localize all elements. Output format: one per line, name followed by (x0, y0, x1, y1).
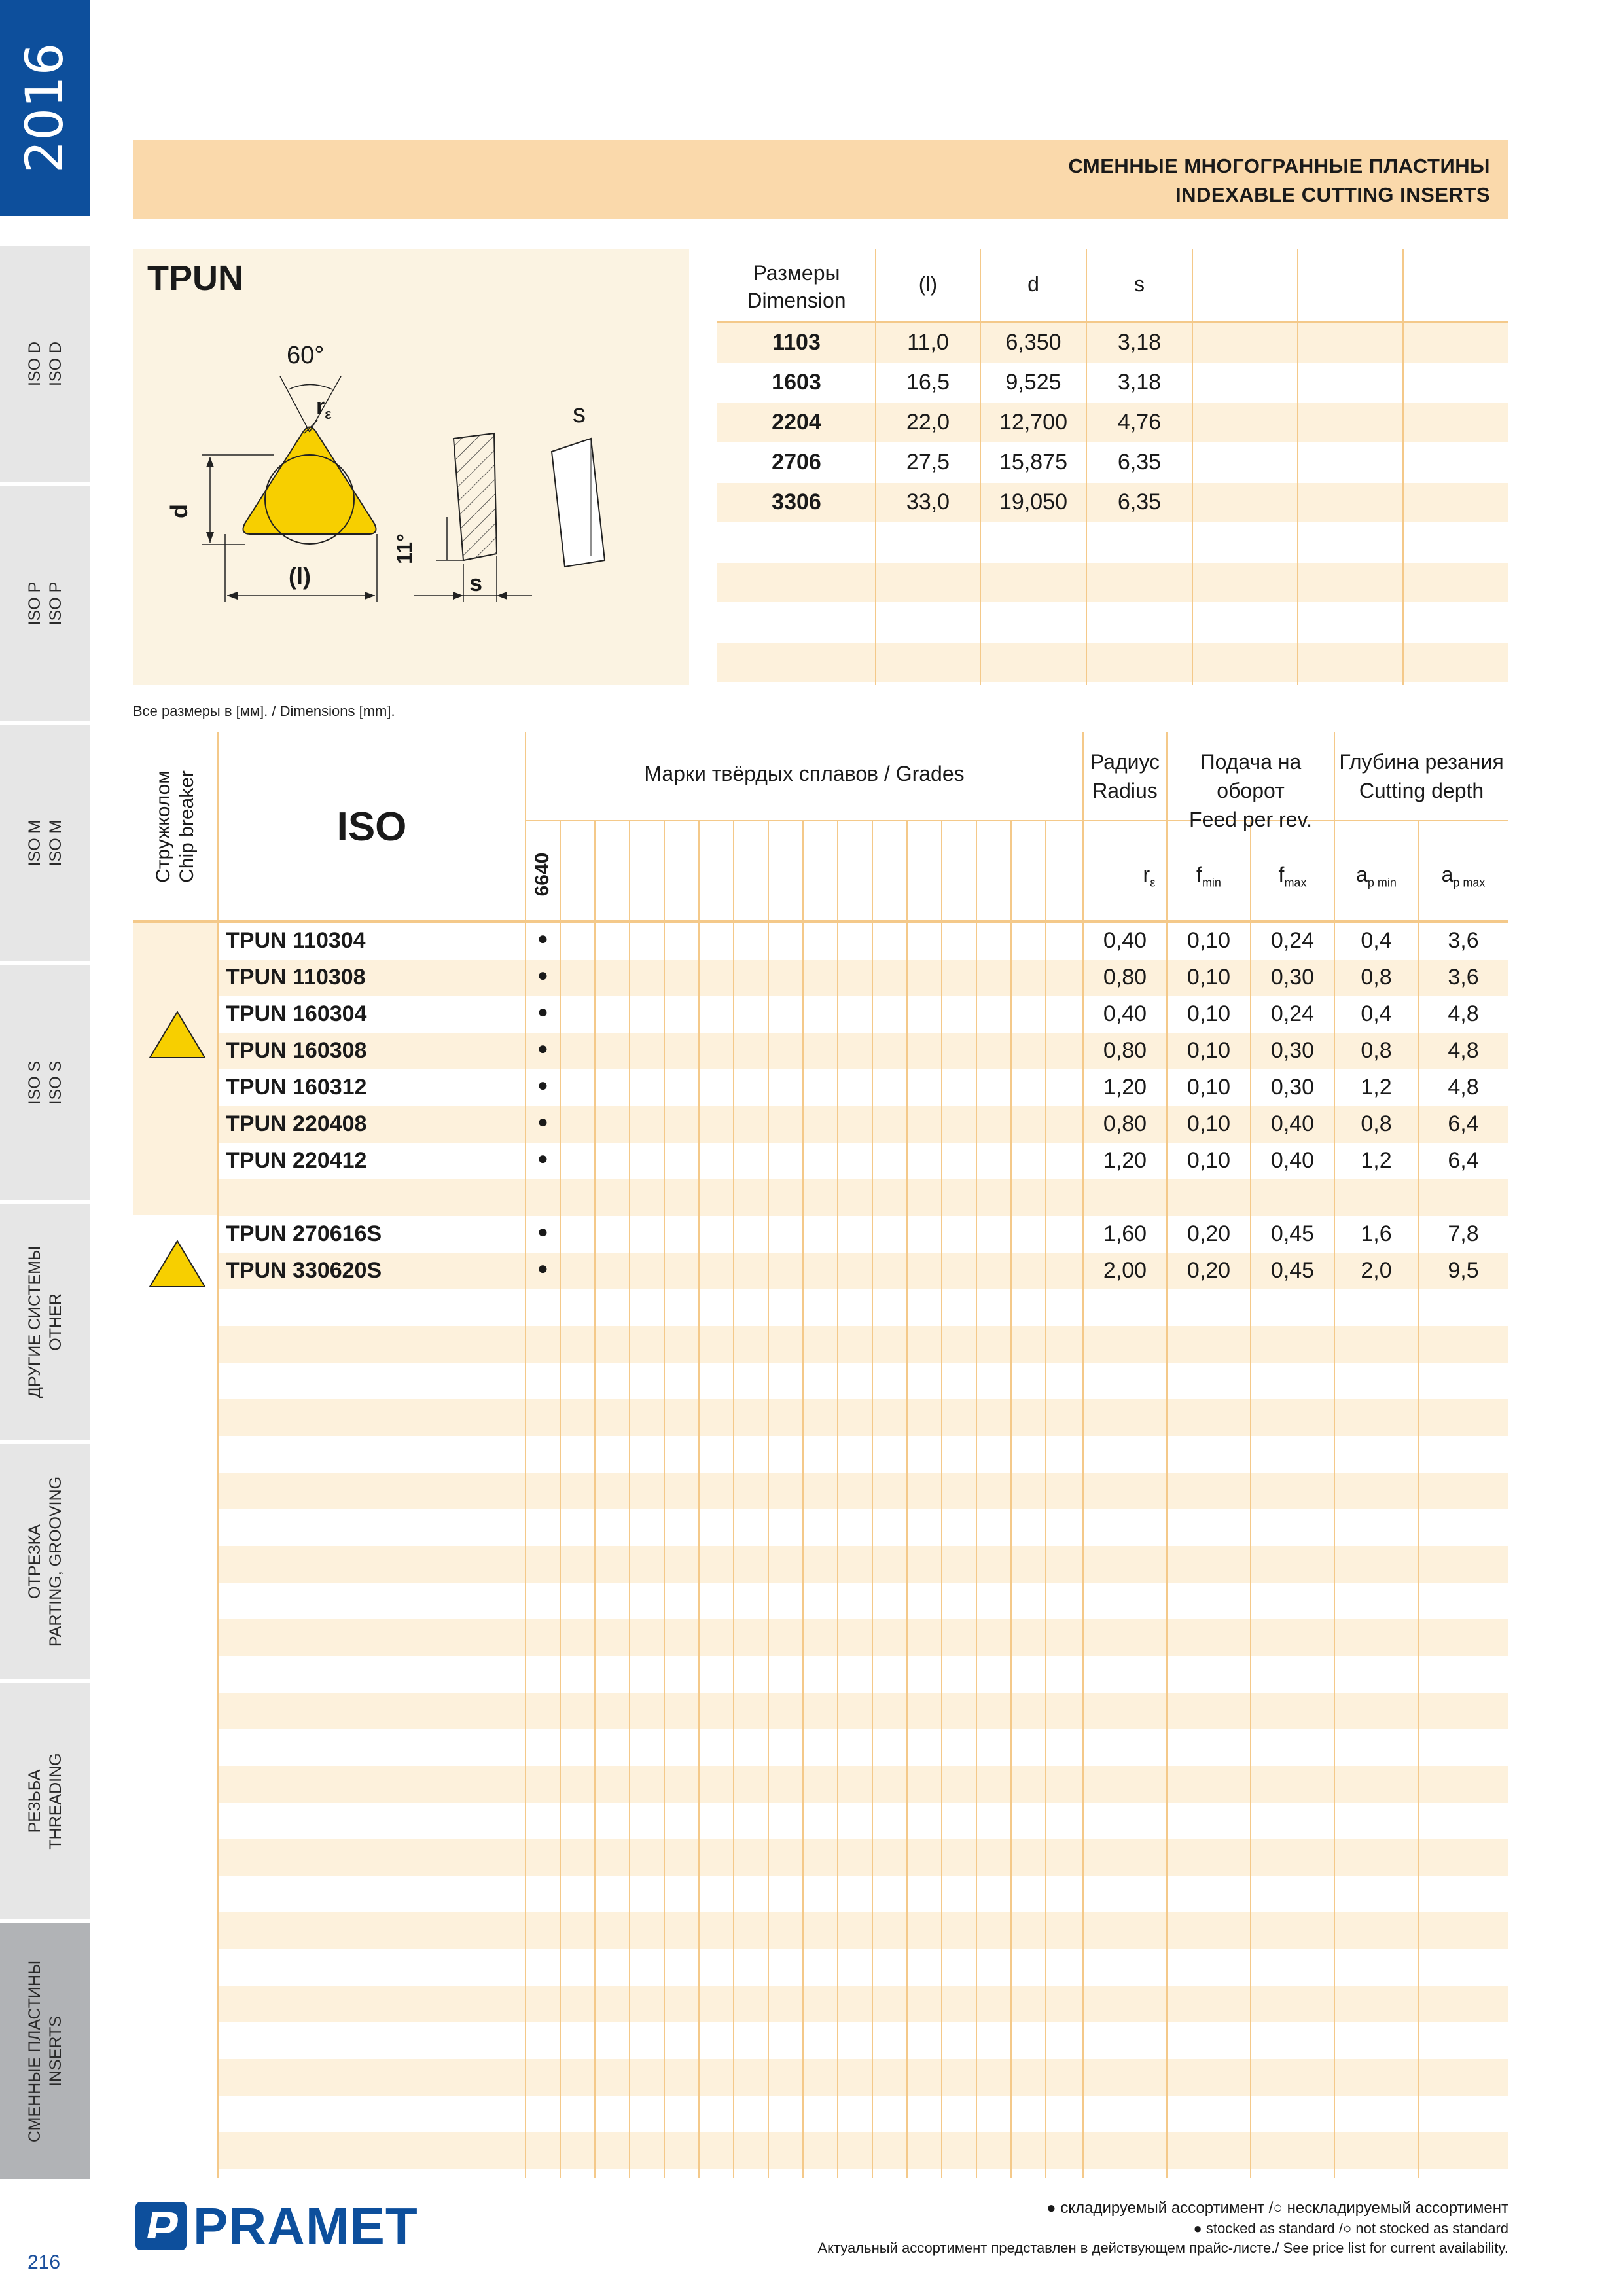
col-d-header: d (1027, 272, 1039, 296)
cell-fmax: 0,30 (1270, 1075, 1315, 1100)
page-number: 216 (27, 2251, 61, 2273)
dimension-table: Размеры Dimension (l) d s 1103 11,0 6,350 3,18 1603 16,5 9,525 3,18 2204 22,0 12,700 4,76 2706 27,5 15,875 6,35 3306 33,0 19,050 6,35 (717, 249, 1508, 685)
pramet-logo[interactable] (133, 2197, 418, 2255)
product-title: TPUN (147, 259, 243, 298)
cell-apmin: 0,8 (1361, 1111, 1392, 1136)
s-label-bottom: s (469, 569, 483, 596)
cell-apmax: 7,8 (1448, 1221, 1479, 1246)
stock-dot: ● (537, 965, 548, 985)
cell-apmin: 0,4 (1361, 1001, 1392, 1026)
cell-re: 0,80 (1103, 965, 1147, 990)
stock-dot: ● (537, 928, 548, 948)
footer-legend-ru: ● складируемый ассортимент /○ нескладируемый ассортимент (1046, 2199, 1508, 2217)
radius-header: Радиус Radius (1090, 750, 1160, 802)
cell-apmin: 0,8 (1361, 1038, 1392, 1063)
cell-re: 0,40 (1103, 928, 1147, 953)
dimensions-note: Все размеры в [мм]. / Dimensions [mm]. (133, 703, 395, 719)
tab-iso-p[interactable]: ISO P ISO P (0, 486, 90, 725)
tab-inserts[interactable]: СМЕННЫЕ ПЛАСТИНЫ INSERTS (0, 1923, 90, 2183)
cell-apmin: 0,8 (1361, 965, 1392, 990)
cell-apmax: 3,6 (1448, 965, 1479, 990)
footer-availability: Актуальный ассортимент представлен в действующем прайс-листе./ See price list for current availability. (817, 2240, 1508, 2256)
cell-fmax: 0,40 (1270, 1148, 1315, 1173)
re-symbol: $r_\varepsilon$ (1143, 863, 1156, 889)
cell-fmin: 0,10 (1186, 965, 1231, 990)
stock-dot: ● (537, 1075, 548, 1095)
footer-legend-en: ● stocked as standard /○ not stocked as standard (1193, 2220, 1508, 2236)
insert-code: TPUN 270616S (226, 1221, 382, 1246)
tab-parting-grooving[interactable]: ОТРЕЗКА PARTING, GROOVING (0, 1444, 90, 1683)
cell-re: 0,40 (1103, 1001, 1147, 1026)
header-title-en: INDEXABLE CUTTING INSERTS (1175, 183, 1490, 206)
cell-re: 0,80 (1103, 1111, 1147, 1136)
logo-text: PRAMET (193, 2197, 418, 2255)
tab-iso-d[interactable]: ISO D ISO D (0, 246, 90, 486)
page-header (133, 140, 1508, 219)
radius-label: $r_\varepsilon$ (316, 394, 332, 422)
cell-fmax: 0,30 (1270, 965, 1315, 990)
fmin-symbol: $f_{min}$ (1196, 863, 1221, 889)
stock-dot: ● (537, 1258, 548, 1278)
tab-iso-m[interactable]: ISO M ISO M (0, 725, 90, 965)
header-title-ru: СМЕННЫЕ МНОГОГРАННЫЕ ПЛАСТИНЫ (1068, 154, 1490, 177)
sidebar (0, 0, 90, 2179)
chip-breaker-header: Стружколом Chip breaker (152, 770, 198, 883)
dimension-header: Размеры Dimension (747, 261, 846, 312)
l-label: (l) (289, 563, 311, 590)
chip-breaker-triangle-icon (150, 1241, 205, 1287)
cell-fmin: 0,20 (1186, 1221, 1231, 1246)
apmax-symbol: $a_{p max}$ (1441, 863, 1486, 889)
cell-apmax: 4,8 (1448, 1038, 1479, 1063)
s-label-top: s (573, 399, 586, 428)
cell-fmin: 0,10 (1186, 1001, 1231, 1026)
product-panel (133, 249, 689, 685)
insert-code: TPUN 110308 (226, 965, 366, 990)
cell-fmax: 0,30 (1270, 1038, 1315, 1063)
cell-re: 2,00 (1103, 1258, 1147, 1283)
col-l-header: (l) (918, 272, 938, 296)
cell-fmax: 0,40 (1270, 1111, 1315, 1136)
iso-header: ISO (336, 804, 407, 850)
insert-code: TPUN 160308 (226, 1038, 367, 1063)
grades-header: Марки твёрдых сплавов / Grades (644, 762, 965, 785)
tab-threading[interactable]: РЕЗЬБА THREADING (0, 1683, 90, 1923)
grade-6640-header: 6640 (531, 852, 553, 897)
fmax-symbol: $f_{max}$ (1278, 863, 1307, 889)
year-label: 2016 (16, 43, 75, 173)
cell-fmax: 0,24 (1270, 928, 1315, 953)
stock-dot: ● (537, 1148, 548, 1168)
grades-table (133, 732, 1508, 2178)
cell-apmax: 9,5 (1448, 1258, 1479, 1283)
insert-code: TPUN 220408 (226, 1111, 367, 1136)
cell-re: 1,20 (1103, 1148, 1147, 1173)
cell-apmin: 1,2 (1361, 1148, 1392, 1173)
insert-code: TPUN 220412 (226, 1148, 367, 1173)
cell-apmin: 2,0 (1361, 1258, 1392, 1283)
depth-header: Глубина резания Cutting depth (1339, 750, 1504, 802)
insert-drawing (133, 249, 689, 685)
insert-code: TPUN 330620S (226, 1258, 382, 1283)
cell-fmin: 0,10 (1186, 1111, 1231, 1136)
col-s-header: s (1134, 272, 1145, 296)
cell-fmin: 0,10 (1186, 928, 1231, 953)
pramet-mark-icon (133, 2198, 192, 2254)
cell-re: 0,80 (1103, 1038, 1147, 1063)
year-tab[interactable] (0, 0, 90, 216)
cell-fmax: 0,24 (1270, 1001, 1315, 1026)
tab-other[interactable]: ДРУГИЕ СИСТЕМЫ OTHER (0, 1204, 90, 1444)
cell-apmax: 6,4 (1448, 1148, 1479, 1173)
insert-code: TPUN 160304 (226, 1001, 367, 1026)
cell-fmax: 0,45 (1270, 1221, 1315, 1246)
stock-dot: ● (537, 1001, 548, 1022)
cell-fmin: 0,20 (1186, 1258, 1231, 1283)
cell-fmax: 0,45 (1270, 1258, 1315, 1283)
apmin-symbol: $a_{p min}$ (1356, 863, 1397, 889)
clearance-label: 11° (392, 533, 416, 564)
d-label: d (166, 504, 192, 518)
feed-header: Подача на оборот Feed per rev. (1189, 750, 1312, 831)
cell-apmin: 1,6 (1361, 1221, 1392, 1246)
stock-dot: ● (537, 1038, 548, 1058)
cell-fmin: 0,10 (1186, 1038, 1231, 1063)
insert-code: TPUN 160312 (226, 1075, 367, 1100)
cell-re: 1,20 (1103, 1075, 1147, 1100)
cell-apmax: 3,6 (1448, 928, 1479, 953)
cell-fmin: 0,10 (1186, 1075, 1231, 1100)
cell-re: 1,60 (1103, 1221, 1147, 1246)
angle-label: 60° (287, 342, 325, 369)
cell-apmin: 1,2 (1361, 1075, 1392, 1100)
cell-apmin: 0,4 (1361, 928, 1392, 953)
cell-fmin: 0,10 (1186, 1148, 1231, 1173)
stock-dot: ● (537, 1221, 548, 1242)
stock-dot: ● (537, 1111, 548, 1132)
cell-apmax: 4,8 (1448, 1075, 1479, 1100)
insert-code: TPUN 110304 (226, 928, 366, 953)
cell-apmax: 4,8 (1448, 1001, 1479, 1026)
tab-iso-s[interactable]: ISO S ISO S (0, 965, 90, 1204)
cell-apmax: 6,4 (1448, 1111, 1479, 1136)
